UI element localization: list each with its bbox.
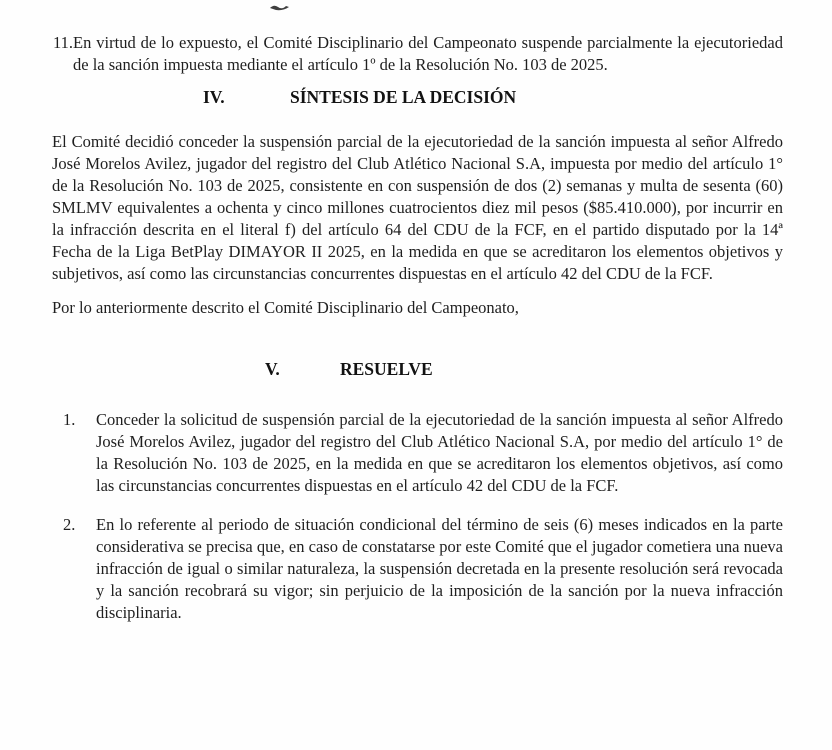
- section-heading-v: [265, 358, 832, 380]
- resolution-item-2-number: 2.: [63, 515, 76, 534]
- resolution-item-1-number: 1.: [63, 410, 76, 429]
- transition-paragraph: Por lo anteriormente descrito el Comité Disciplinario del Campeonato,: [52, 298, 519, 317]
- consideration-item-number: 11.: [53, 33, 74, 52]
- section-heading-iv: [203, 86, 832, 108]
- resolution-item-1-text: Conceder la solicitud de suspensión parcial de la ejecutoriedad de la sanción impuesta al señor Alfredo José Morelos Avilez, jugador del registro del Club Atlético Nacional S.A, por medio del artículo 1° de la Resolución No. 103 de 2025, en la medida en que se acreditaron los elementos objetivos, así como las circunstancias concurrentes dispuestas en el artículo 42 del CDU de la FCF.: [96, 410, 783, 495]
- cut-off-text-artifact: [269, 0, 291, 7]
- resolution-item-2-text: En lo referente al periodo de situación condicional del término de seis (6) meses indicados en la parte considerativa se precisa que, en caso de constatarse por este Comité que el jugador cometiera una nueva infracción de igual o similar naturaleza, la suspensión decretada en la presente resolución será revocada y la sanción recobrará su vigor; sin perjuicio de la imposición de la sanción por la nueva infracción disciplinaria.: [96, 515, 783, 622]
- section-iv-title: SÍNTESIS DE LA DECISIÓN: [290, 87, 517, 107]
- section-v-title: RESUELVE: [340, 359, 433, 379]
- consideration-item-11: [53, 32, 783, 76]
- section-iv-numeral: IV.: [203, 87, 225, 107]
- cut-off-glyph-icon: [269, 3, 291, 13]
- consideration-item-text: En virtud de lo expuesto, el Comité Disciplinario del Campeonato suspende parcialmente la ejecutoriedad de la sanción impuesta mediante el artículo 1º de la Resolución No. 103 de 2025.: [73, 33, 783, 74]
- resolution-item-2: [63, 514, 783, 624]
- section-v-numeral: V.: [265, 359, 280, 379]
- synthesis-paragraph: El Comité decidió conceder la suspensión parcial de la ejecutoriedad de la sanción impuesta al señor Alfredo José Morelos Avilez, jugador del registro del Club Atlético Nacional S.A, impuesta por medio del artículo 1° de la Resolución No. 103 de 2025, consistente en con suspensión de dos (2) semanas y multa de sesenta (60) SMLMV equivalentes a ochenta y cinco millones cuatrocientos diez mil pesos ($85.410.000), por incurrir en la infracción descrita en el literal f) del artículo 64 del CDU de la FCF, en el partido disputado por la 14ª Fecha de la Liga BetPlay DIMAYOR II 2025, en la medida en que se acreditaron los elementos objetivos y subjetivos, así como las circunstancias concurrentes dispuestas en el artículo 42 del CDU de la FCF.: [52, 132, 783, 283]
- resolution-item-1: [63, 409, 783, 497]
